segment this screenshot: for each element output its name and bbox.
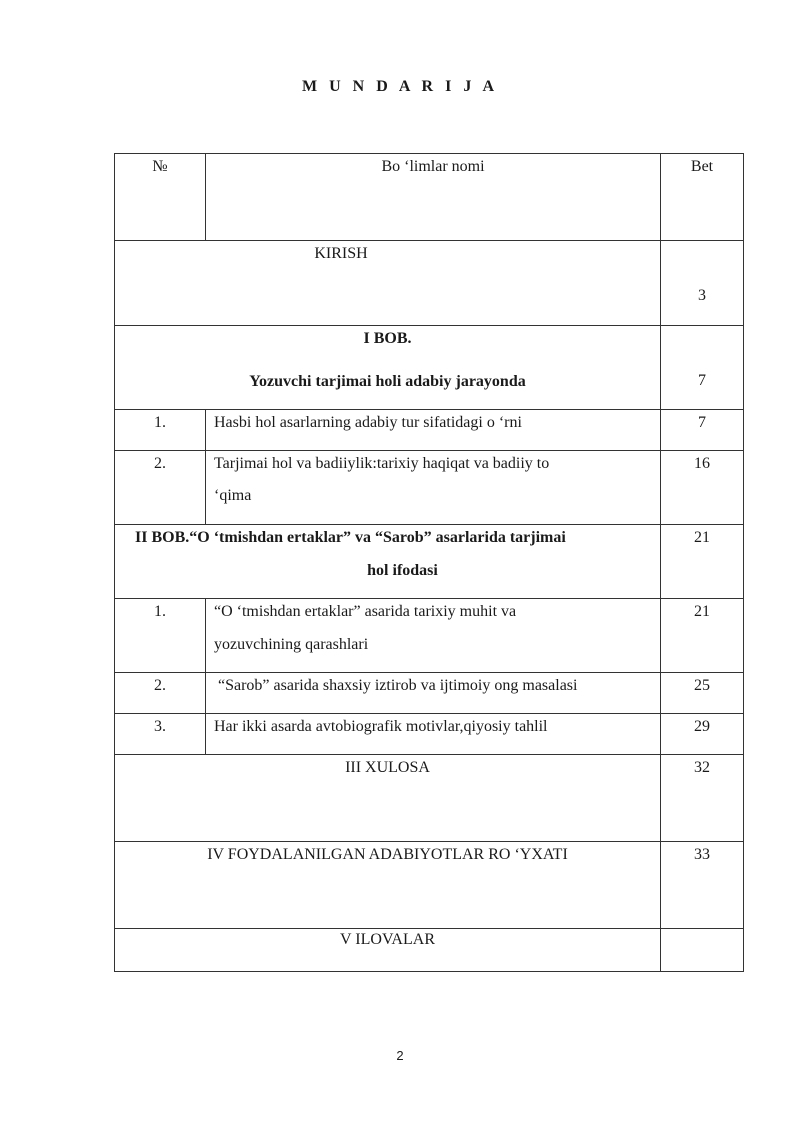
row-bob1-title bbox=[115, 326, 661, 410]
bob1-2-num: 2. bbox=[115, 451, 206, 525]
bob1-title2: Yozuvchi tarjimai holi adabiy jarayonda bbox=[249, 373, 526, 390]
bob2-line1: II BOB.“O ‘tmishdan ertaklar” va “Sarob” asarlarida tarjimai bbox=[135, 529, 566, 546]
bob2-line2: hol ifodasi bbox=[367, 562, 438, 579]
table-row bbox=[115, 241, 744, 326]
bob1-1-page: 7 bbox=[661, 410, 744, 451]
row-bob2-title bbox=[115, 525, 661, 599]
bob1-2-title bbox=[206, 451, 661, 525]
table-row bbox=[115, 326, 744, 410]
bob1-2-page: 16 bbox=[661, 451, 744, 525]
adabiyot-page: 33 bbox=[661, 842, 744, 929]
bob1-title1: I BOB. bbox=[363, 330, 412, 347]
header-number: № bbox=[115, 154, 206, 241]
bob2-1-page: 21 bbox=[661, 599, 744, 673]
xulosa-page: 32 bbox=[661, 755, 744, 842]
bob2-1-num: 1. bbox=[115, 599, 206, 673]
row-kirish-page bbox=[661, 241, 744, 326]
table-row bbox=[115, 714, 744, 755]
bob2-2-num: 2. bbox=[115, 673, 206, 714]
table-of-contents bbox=[114, 153, 744, 972]
bob2-3-num: 3. bbox=[115, 714, 206, 755]
page-number: 2 bbox=[396, 1048, 404, 1063]
table-row bbox=[115, 525, 744, 599]
adabiyot-title: IV FOYDALANILGAN ADABIYOTLAR RO ‘YXATI bbox=[115, 842, 661, 929]
bob1-2-line1: Tarjimai hol va badiiylik:tarixiy haqiqat va badiiy to bbox=[214, 455, 550, 472]
row-kirish-title bbox=[115, 241, 661, 326]
bob2-1-line1: “O ‘tmishdan ertaklar” asarida tarixiy muhit va bbox=[214, 603, 517, 620]
bob1-2-line2: ‘qima bbox=[214, 487, 252, 504]
table-row bbox=[115, 410, 744, 451]
ilovalar-page bbox=[661, 929, 744, 972]
kirish-page: 3 bbox=[698, 287, 706, 304]
table-row bbox=[115, 755, 744, 842]
bob2-1-line2: yozuvchining qarashlari bbox=[214, 636, 369, 653]
xulosa-title: III XULOSA bbox=[115, 755, 661, 842]
bob2-2-title: “Sarob” asarida shaxsiy iztirob va ijtimoiy ong masalasi bbox=[206, 673, 661, 714]
document-title: M U N D A R I J A bbox=[301, 78, 498, 95]
bob2-2-page: 25 bbox=[661, 673, 744, 714]
header-page: Bet bbox=[661, 154, 744, 241]
bob2-page: 21 bbox=[661, 525, 744, 599]
bob1-page: 7 bbox=[698, 372, 706, 389]
table-row bbox=[115, 673, 744, 714]
row-bob1-page bbox=[661, 326, 744, 410]
table-row bbox=[115, 842, 744, 929]
table-header-row bbox=[115, 154, 744, 241]
table-row bbox=[115, 929, 744, 972]
bob1-1-title: Hasbi hol asarlarning adabiy tur sifatidagi o ‘rni bbox=[206, 410, 661, 451]
header-section-title: Bo ‘limlar nomi bbox=[206, 154, 661, 241]
table-row bbox=[115, 599, 744, 673]
kirish-title: KIRISH bbox=[314, 245, 368, 262]
table-row bbox=[115, 451, 744, 525]
bob2-3-page: 29 bbox=[661, 714, 744, 755]
bob1-1-num: 1. bbox=[115, 410, 206, 451]
bob2-3-title: Har ikki asarda avtobiografik motivlar,qiyosiy tahlil bbox=[206, 714, 661, 755]
ilovalar-title: V ILOVALAR bbox=[115, 929, 661, 972]
bob2-1-title bbox=[206, 599, 661, 673]
